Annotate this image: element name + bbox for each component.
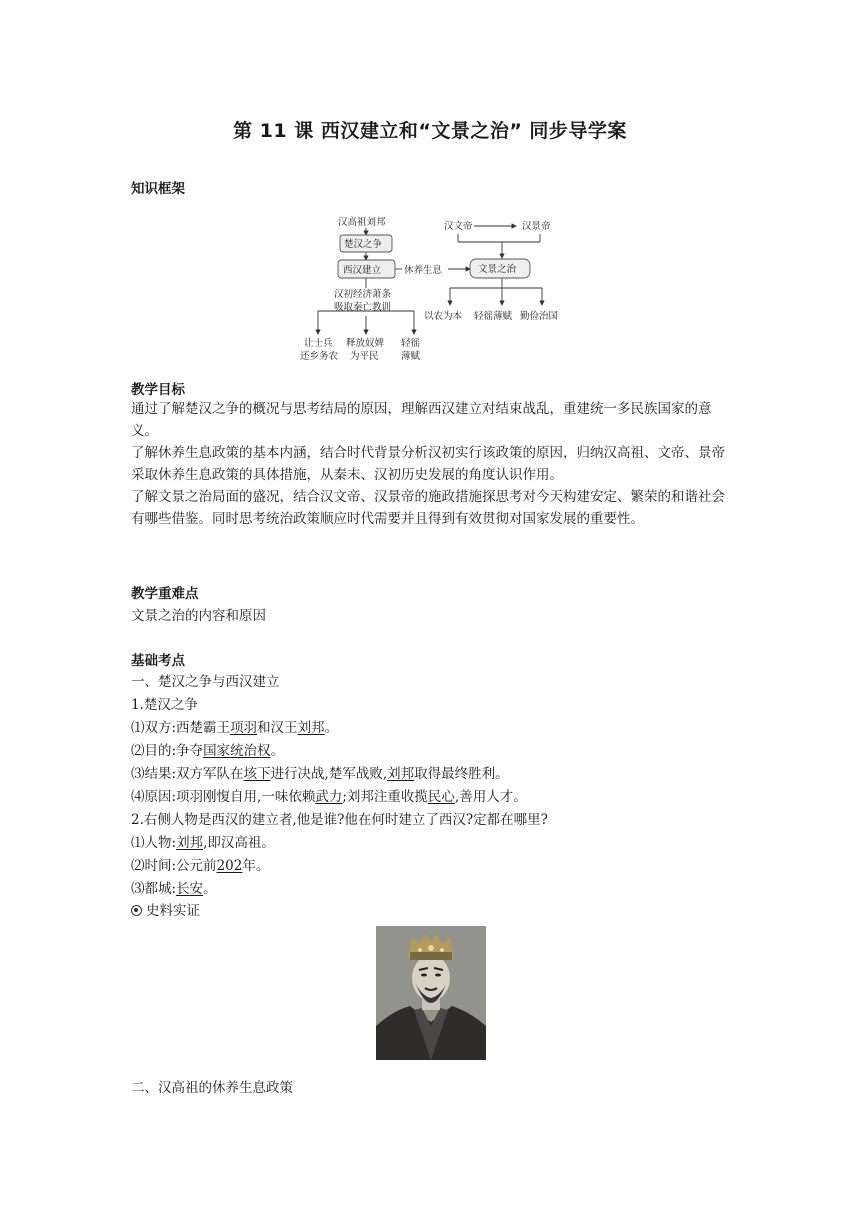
answer-time-line: ⑵时间:公元前202年。 — [131, 858, 270, 874]
answer-person: 刘邦 — [176, 835, 204, 851]
goals-paragraph-2: 了解休养生息政策的基本内涵，结合时代背景分析汉初实行该政策的原因，归纳汉高祖、文帝、景帝采取休养生息政策的具体措施，从秦末、汉初历史发展的角度认识作用。 — [131, 445, 725, 483]
answer-ruling-power: 国家统治权 — [203, 743, 271, 759]
diagram-measure-1a: 让士兵 — [304, 338, 333, 349]
diagram-result-1: 以农为本 — [424, 311, 463, 322]
liubang-portrait-image — [376, 926, 486, 1060]
answer-people-hearts: 民心 — [427, 789, 455, 805]
diagram-xiuyang: 休养生息 — [404, 265, 443, 276]
section-2-title: 二、汉高祖的休养生息政策 — [131, 1080, 293, 1096]
framework-heading: 知识框架 — [131, 181, 185, 197]
key-points-heading: 教学重难点 — [131, 586, 199, 602]
key-points-text: 文景之治的内容和原因 — [131, 608, 266, 624]
section-1-title: 一、楚汉之争与西汉建立 — [131, 674, 280, 690]
diagram-hanchu-2: 吸取秦亡教训 — [334, 302, 392, 313]
diagram-jingdi: 汉景帝 — [522, 221, 551, 232]
basics-heading: 基础考点 — [131, 653, 185, 669]
fact-sides: ⑴双方:西楚霸王项羽和汉王刘邦。 — [131, 720, 339, 736]
diagram-result-3: 勤俭治国 — [520, 311, 559, 322]
diagram-measure-2a: 释放奴婢 — [346, 338, 385, 349]
answer-liubang: 刘邦 — [297, 720, 325, 736]
goals-paragraph-1: 通过了解楚汉之争的概况与思考结局的原因，理解西汉建立对结束战乱，重建统一多民族国家的意义。 — [131, 401, 712, 439]
diagram-chuhan: 楚汉之争 — [344, 239, 383, 250]
diagram-wenjing: 文景之治 — [478, 264, 517, 275]
diagram-measure-1b: 还乡务农 — [300, 351, 339, 362]
historical-evidence-label: 史料实证 — [131, 899, 200, 919]
answer-year: 202 — [216, 858, 243, 874]
page-title: 第 11 课 西汉建立和“文景之治” 同步导学案 — [233, 120, 627, 142]
knowledge-framework-diagram — [290, 208, 590, 368]
fact-purpose: ⑵目的:争夺国家统治权。 — [131, 743, 285, 759]
diagram-wendi: 汉文帝 — [444, 221, 473, 232]
answer-person-line: ⑴人物:刘邦,即汉高祖。 — [131, 835, 275, 851]
diagram-result-2: 轻徭薄赋 — [474, 311, 513, 322]
answer-capital-line: ⑶都城:长安。 — [131, 881, 217, 897]
diagram-hanchu-1: 汉初经济萧条 — [334, 289, 392, 300]
diagram-measure-2b: 为平民 — [350, 351, 379, 362]
answer-gaixia: 垓下 — [243, 766, 271, 782]
diagram-xihan: 西汉建立 — [343, 265, 382, 276]
goals-paragraph-3: 了解文景之治局面的盛况，结合汉文帝、汉景帝的施政措施探思考对今天构建安定、繁荣的和谐社会有哪些借鉴。同时思考统治政策顺应时代需要并且得到有效贯彻对国家发展的重要性。 — [131, 489, 725, 527]
fact-reason: ⑷原因:项羽刚愎自用,一味依赖武力;刘邦注重收揽民心,善用人才。 — [131, 789, 527, 805]
diagram-measure-3b: 薄赋 — [401, 351, 421, 362]
subsection-2-question: 2.右侧人物是西汉的建立者,他是谁?他在何时建立了西汉?定都在哪里? — [131, 812, 548, 828]
radio-bullet-icon — [131, 905, 142, 916]
diagram-measure-3a: 轻徭 — [401, 338, 421, 349]
answer-liubang-2: 刘邦 — [387, 766, 415, 782]
diagram-gaozu: 汉高祖刘邦 — [338, 217, 386, 228]
subsection-1-title: 1.楚汉之争 — [131, 697, 198, 713]
answer-capital: 长安 — [176, 881, 204, 897]
answer-xiangyu: 项羽 — [230, 720, 258, 736]
fact-result: ⑶结果:双方军队在垓下进行决战,楚军战败,刘邦取得最终胜利。 — [131, 766, 509, 782]
answer-force: 武力 — [315, 789, 343, 805]
goals-heading: 教学目标 — [131, 382, 185, 398]
